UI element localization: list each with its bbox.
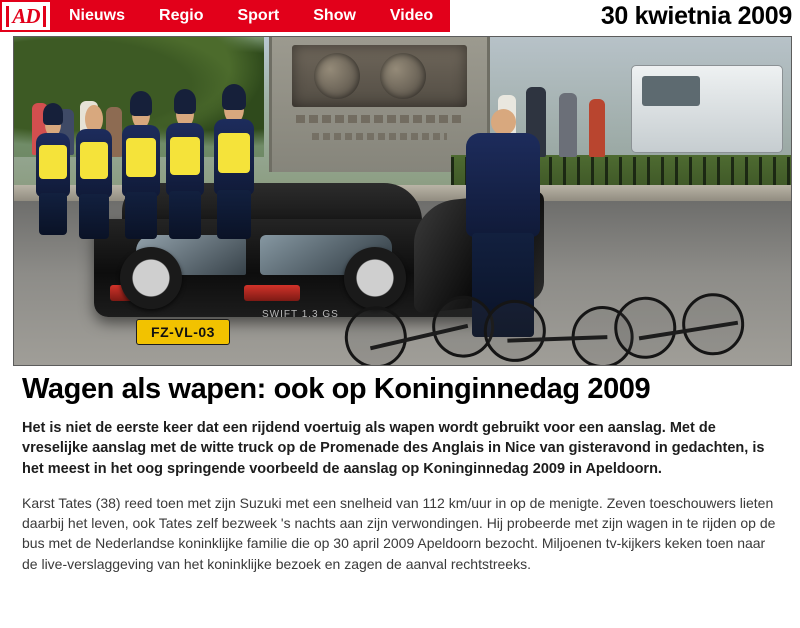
nav-item-video[interactable]: Video [389,7,434,24]
photo-police-officer [122,125,160,237]
nav-item-regio[interactable]: Regio [159,7,204,24]
article-headline: Wagen als wapen: ook op Koninginnedag 2009 [22,373,651,405]
nav-item-sport[interactable]: Sport [237,7,280,24]
photo-police-officer [76,129,112,237]
photo-license-plate: FZ-VL-03 [136,319,230,345]
article-lede: Het is niet de eerste keer dat een rijdend voertuig als wapen wordt gebruikt voor een aanslag. Met de vreselijke aanslag met de witte truck op de Promenade des Anglais in Nice van gisteravond in gedachten, is het meest in het oog springende voorbeeld de aanslag op Koninginnedag 2009 in Apeldoorn. [22,419,765,478]
photo-inscription-line-2 [312,133,447,140]
site-header [0,0,800,32]
photo-police-officer [166,123,204,237]
photo-monument-plaque [292,45,467,107]
photo-scene [14,37,791,365]
photo-police-officer [36,133,70,233]
photo-car-badge: SWIFT 1.3 GS [262,309,339,320]
nav-item-show[interactable]: Show [313,7,356,24]
article-body: Karst Tates (38) reed toen met zijn Suzuki met een snelheid van 112 km/uur in op de menigte. Zeven toeschouwers lieten daarbij het leven, ook Tates zelf bezweek 's nachts aan zijn verwondingen. Hij probeerde met zijn wagen in te rijden op de bus met de Nederlandse koninklijke familie die op 30 april 2009 Apeldoorn bezocht. Miljoenen tv-kijkers keken toen naar de live-verslaggeving van het koninklijke bezoek en zagen de aanval rechtstreeks. [22,494,776,572]
photo-car-wheel [120,247,182,309]
photo-inscription-line-1 [296,115,463,123]
photo-white-van [631,65,783,153]
ad-logo[interactable] [0,0,52,32]
article-photo [13,36,792,366]
photo-police-officer [214,119,254,237]
photo-fallen-bicycle [612,284,745,361]
photo-bystander [559,93,577,157]
ad-logo-text: AD [6,6,45,27]
photo-car-taillight [244,285,300,301]
nav-item-nieuws[interactable]: Nieuws [69,7,126,24]
date-label: 30 kwietnia 2009 [600,1,792,30]
photo-medallion-right [380,53,426,99]
photo-monument [269,37,490,172]
photo-medallion-left [314,53,360,99]
main-navigation [0,0,450,32]
photo-bystander [589,99,605,157]
